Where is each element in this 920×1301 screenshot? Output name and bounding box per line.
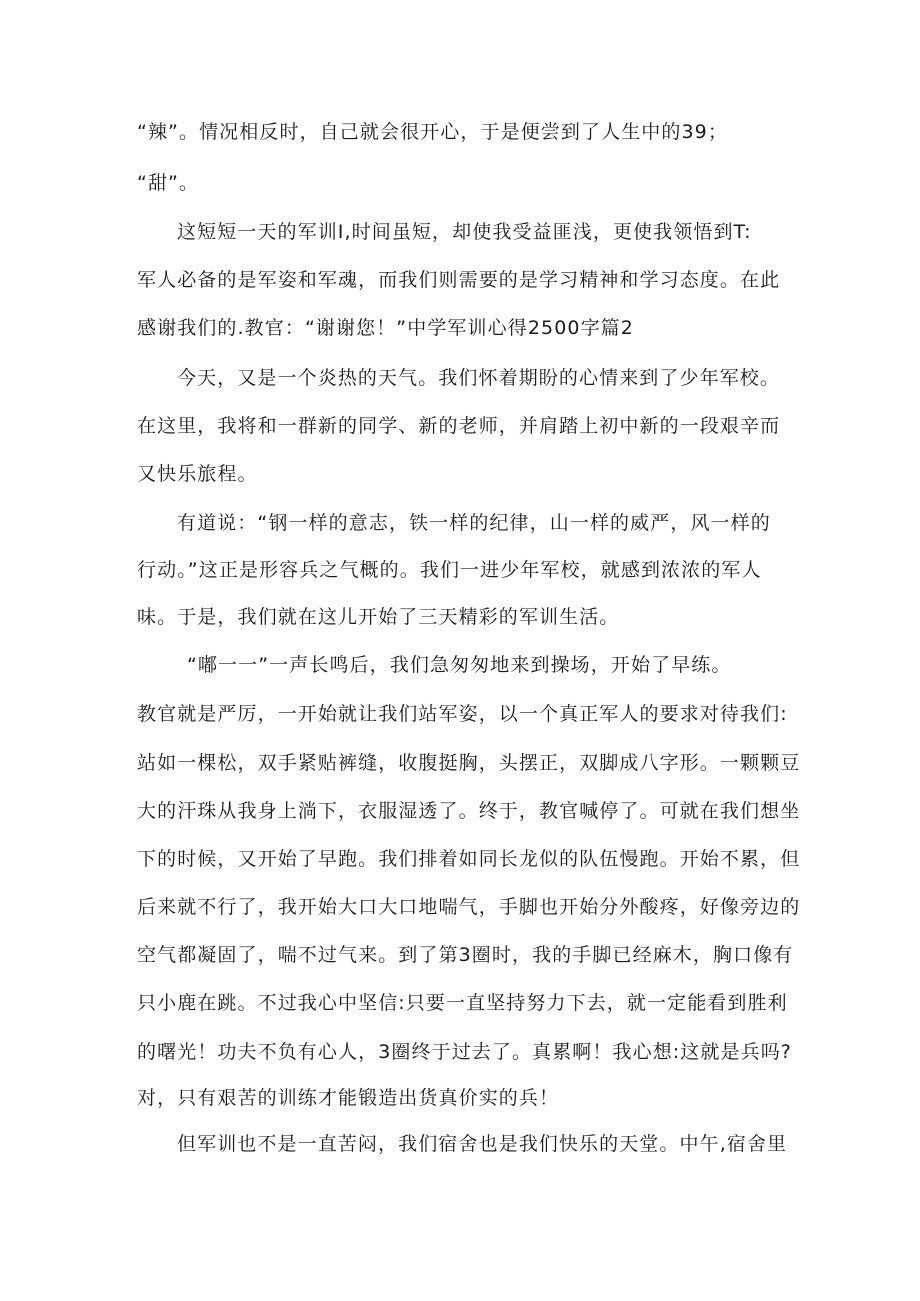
text-line: 教官就是严厉，一开始就让我们站军姿，以一个真正军人的要求对待我们: (137, 703, 788, 725)
text-line: 感谢我们的.教官：“谢谢您！”中学军训心得2500字篇2 (137, 317, 634, 339)
paragraph-start-line: 今天，又是一个炎热的天气。我们怀着期盼的心情来到了少年军校。 (177, 367, 781, 389)
text-line: 空气都凝固了，喘不过气来。到了第3圈时，我的手脚已经麻木，胸口像有 (137, 944, 794, 966)
text-line: 又快乐旅程。 (137, 463, 258, 485)
text-line: “辣”。情况相反时，自己就会很开心，于是便尝到了人生中的39； (137, 121, 728, 143)
paragraph-start-line: “嘟一一”一声长鸣后，我们急匆匆地来到操场，开始了早练。 (187, 654, 732, 676)
paragraph-start-line: 但军训也不是一直苦闷，我们宿舍也是我们快乐的天堂。中午,宿舍里 (177, 1133, 788, 1155)
text-line: 行动。”这正是形容兵之气概的。我们一进少年军校，就感到浓浓的军人 (137, 559, 762, 581)
text-line: 下的时候，又开始了早跑。我们排着如同长龙似的队伍慢跑。开始不累，但 (137, 848, 801, 870)
paragraph-start-line: 这短短一天的军训I,时间虽短，却使我受益匪浅，更使我领悟到T: (177, 221, 752, 243)
text-line: 军人必备的是军姿和军魂，而我们则需要的是学习精神和学习态度。在此 (137, 269, 781, 291)
text-line: “甜”。 (137, 172, 200, 194)
text-line: 站如一棵松，双手紧贴裤缝，收腹挺胸，头摆正，双脚成八字形。一颗颗豆 (137, 752, 801, 774)
text-line: 的曙光！功夫不负有心人，3圈终于过去了。真累啊！我心想:这就是兵吗? (137, 1041, 792, 1063)
text-line: 只小鹿在跳。不过我心中坚信:只要一直坚持努力下去，就一定能看到胜利 (137, 992, 788, 1014)
text-line: 后来就不行了，我开始大口大口地喘气，手脚也开始分外酸疼，好像旁边的 (137, 896, 801, 918)
text-line: 大的汗珠从我身上淌下，衣服湿透了。终于，教官喊停了。可就在我们想坐 (137, 800, 801, 822)
paragraph-start-line: 有道说：“钢一样的意志，铁一样的纪律，山一样的威严，风一样的 (177, 512, 771, 534)
text-line: 对，只有艰苦的训练才能锻造出货真价实的兵！ (137, 1087, 560, 1109)
text-line: 在这里，我将和一群新的同学、新的老师，并肩踏上初中新的一段艰辛而 (137, 415, 781, 437)
text-line: 味。于是，我们就在这儿开始了三天精彩的军训生活。 (137, 606, 620, 628)
